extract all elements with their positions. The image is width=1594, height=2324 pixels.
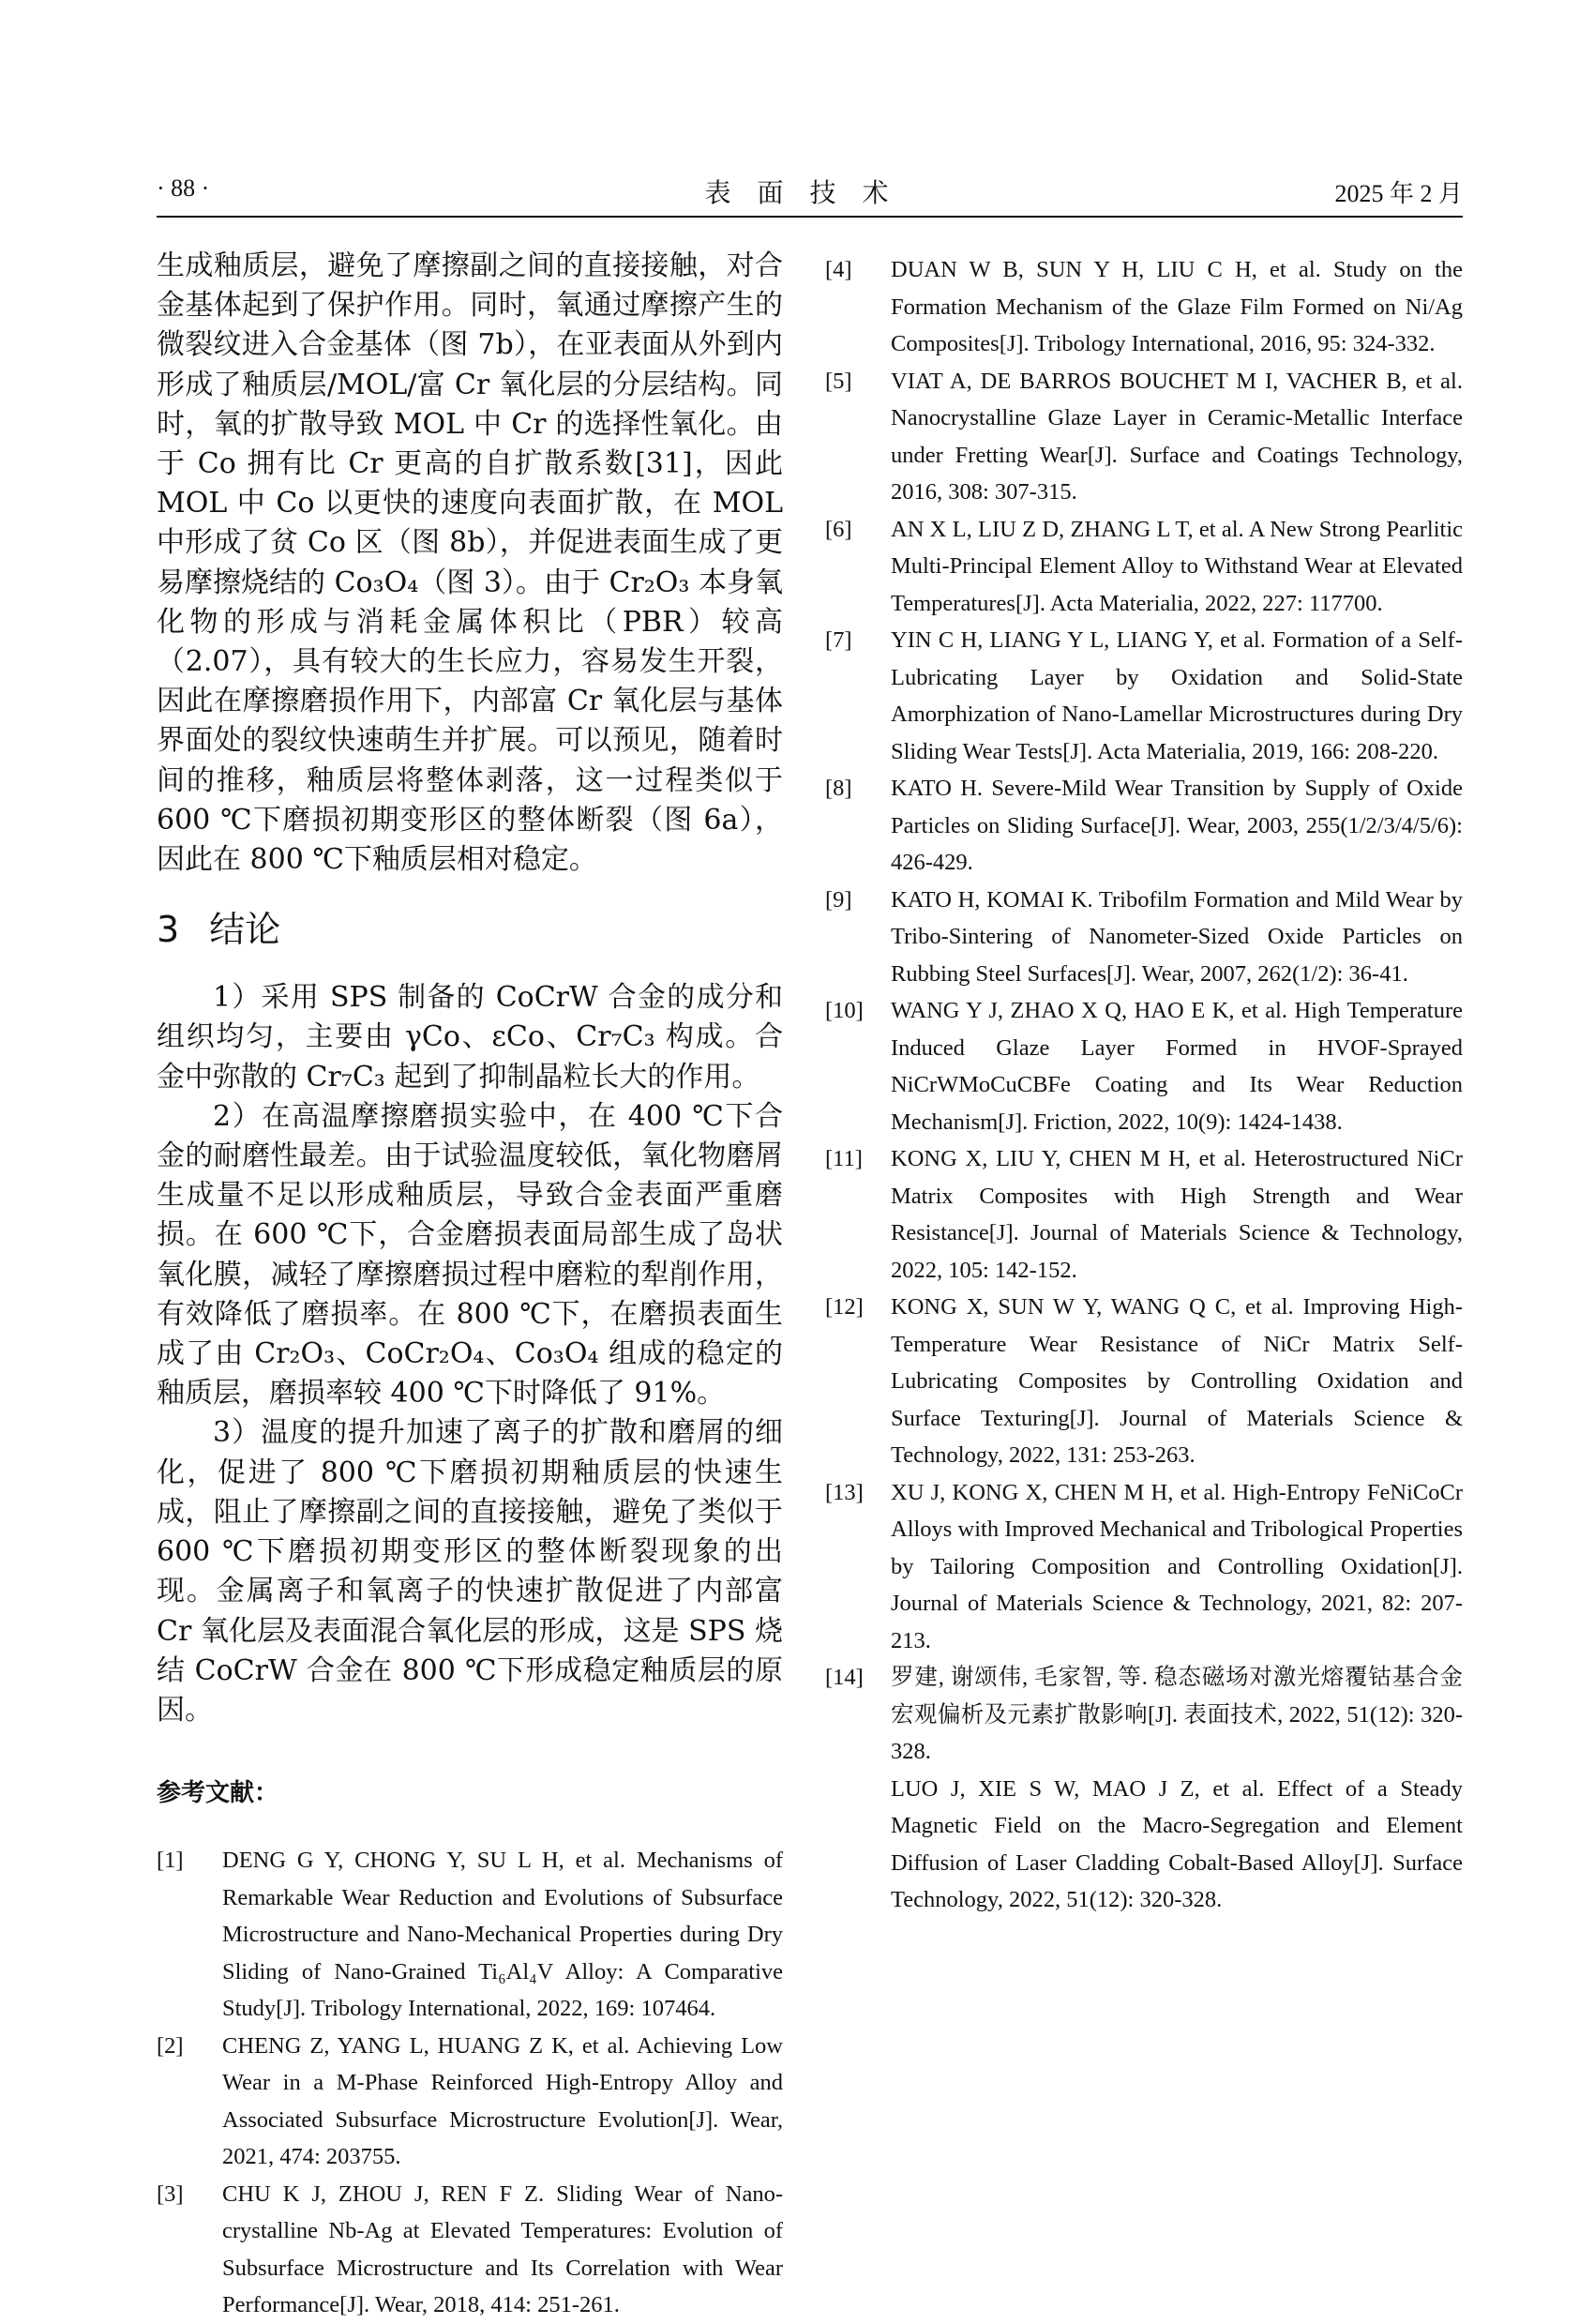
reference-item (157, 1842, 783, 2028)
reference-text (891, 511, 1463, 623)
reference-citation: AN X L, LIU Z D, ZHANG L T, et al. A New Strong Pearlitic Multi-Principal Element Alloy to Withstand Wear at Elevated Temperatures[J]. Acta Materialia, 2022, 227: 117700. (891, 516, 1463, 616)
reference-item (157, 2176, 783, 2324)
reference-text (222, 2028, 783, 2176)
reference-citation: YIN C H, LIANG Y L, LIANG Y, et al. Formation of a Self-Lubricating Layer by Oxidation and Solid-State Amorphization of Nano-Lamellar Microstructures during Dry Sliding Wear Tests[J]. Acta Materialia, 2019, 166: 208-220. (891, 627, 1463, 764)
reference-citation-english: LUO J, XIE S W, MAO J Z, et al. Effect of a Steady Magnetic Field on the Macro-Segregation and Element Diffusion of Laser Cladding Cobalt-Based Alloy[J]. Surface Technology, 2022, 51(12): 320-328. (891, 1775, 1463, 1912)
issue-date: 2025 年 2 月 (1334, 180, 1463, 207)
reference-text (891, 882, 1463, 993)
reference-item (825, 882, 1463, 993)
reference-citation: CHENG Z, YANG L, HUANG Z K, et al. Achieving Low Wear in a M-Phase Reinforced High-Entropy Alloy and Associated Subsurface Microstructure Evolution[J]. Wear, 2021, 474: 203755. (222, 2032, 783, 2170)
reference-text (891, 1474, 1463, 1660)
reference-item (825, 1659, 1463, 1919)
reference-citation: WANG Y J, ZHAO X Q, HAO E K, et al. High Temperature Induced Glaze Layer Formed in HVOF-Sprayed NiCrWMoCuCBFe Coating and Its Wear Reduction Mechanism[J]. Friction, 2022, 10(9): 1424-1438. (891, 998, 1463, 1135)
journal-title: 表面技术 (704, 179, 915, 208)
reference-text (891, 1289, 1463, 1474)
reference-text (222, 1842, 783, 2028)
reference-citation: KATO H. Severe-Mild Wear Transition by Supply of Oxide Particles on Sliding Surface[J]. Wear, 2003, 255(1/2/3/4/5/6): 426-429. (891, 776, 1463, 875)
reference-text (891, 622, 1463, 770)
reference-citation: VIAT A, DE BARROS BOUCHET M I, VACHER B, et al. Nanocrystalline Glaze Layer in Ceramic-Metallic Interface under Fretting Wear[J]. Surface and Coatings Technology, 2016, 308: 307-315. (891, 368, 1463, 505)
reference-citation: 罗建, 谢颂伟, 毛家智, 等. 稳态磁场对激光熔覆钴基合金宏观偏析及元素扩散影响[J]. 表面技术, 2022, 51(12): 320-328. (891, 1665, 1463, 1764)
reference-item (825, 363, 1463, 511)
reference-number: [14] (825, 1665, 864, 1690)
reference-number: [13] (825, 1479, 864, 1505)
reference-text (891, 1659, 1463, 1919)
conclusion-3: 3）温度的提升加速了离子的扩散和磨屑的细化，促进了 800 ℃下磨损初期釉质层的快速生成，阻止了摩擦副之间的直接接触，避免了类似于 600 ℃下磨损初期变形区的整体断裂现象的出现。金属离子和氧离子的快速扩散促进了内部富 Cr 氧化层及表面混合氧化层的形成，这是 SPS 烧结 CoCrW 合金在 800 ℃下形成稳定釉质层的原因。 (157, 1416, 783, 1727)
reference-number: [3] (157, 2181, 184, 2207)
reference-list-left (157, 1842, 783, 2324)
reference-citation: XU J, KONG X, CHEN M H, et al. High-Entropy FeNiCoCr Alloys with Improved Mechanical and Tribological Properties by Tailoring Composition and Controlling Oxidation[J]. Journal of Materials Science & Technology, 2021, 82: 207-213. (891, 1479, 1463, 1653)
conclusion-1: 1）采用 SPS 制备的 CoCrW 合金的成分和组织均匀，主要由 γCo、εCo、Cr₇C₃ 构成。合金中弥散的 Cr₇C₃ 起到了抑制晶粒长大的作用。 (157, 981, 783, 1094)
reference-number: [12] (825, 1294, 864, 1320)
reference-text (891, 770, 1463, 882)
reference-citation: DUAN W B, SUN Y H, LIU C H, et al. Study on the Formation Mechanism of the Glaze Film Formed on Ni/Ag Composites[J]. Tribology International, 2016, 95: 324-332. (891, 257, 1463, 356)
reference-item (825, 770, 1463, 882)
body-paragraph: 生成釉质层，避免了摩擦副之间的直接接触，对合金基体起到了保护作用。同时，氧通过摩擦产生的微裂纹进入合金基体（图 7b），在亚表面从外到内形成了釉质层/MOL/富 Cr 氧化层的分层结构。同时，氧的扩散导致 MOL 中 Cr 的选择性氧化。由于 Co 拥有比 Cr 更高的自扩散系数[31]，因此 MOL 中 Co 以更快的速度向表面扩散，在 MOL 中形成了贫 Co 区（图 8b），并促进表面生成了更易摩擦烧结的 Co₃O₄（图 3）。由于 Cr₂O₃ 本身氧化物的形成与消耗金属体积比（PBR）较高（2.07），具有较大的生长应力，容易发生开裂，因此在摩擦磨损作用下，内部富 Cr 氧化层与基体界面处的裂纹快速萌生并扩展。可以预见，随着时间的推移，釉质层将整体剥落，这一过程类似于 600 ℃下磨损初期变形区的整体断裂（图 6a），因此在 800 ℃下釉质层相对稳定。 (157, 249, 783, 877)
reference-number: [2] (157, 2032, 184, 2059)
section-number: 3 (157, 909, 180, 951)
reference-item (825, 511, 1463, 623)
page-number: · 88 · (157, 174, 210, 202)
page-header (157, 171, 1463, 218)
reference-item (825, 1474, 1463, 1660)
reference-citation: CHU K J, ZHOU J, REN F Z. Sliding Wear of Nano-crystalline Nb-Ag at Elevated Temperatures: Evolution of Subsurface Microstructure and Its Correlation with Wear Performance[J]. Wear, 2018, 414: 251-261. (222, 2181, 783, 2318)
conclusion-2: 2）在高温摩擦磨损实验中，在 400 ℃下合金的耐磨性最差。由于试验温度较低，氧化物磨屑生成量不足以形成釉质层，导致合金表面严重磨损。在 600 ℃下，合金磨损表面局部生成了岛状氧化膜，减轻了摩擦磨损过程中磨粒的犁削作用，有效降低了磨损率。在 800 ℃下，在磨损表面生成了由 Cr₂O₃、CoCr₂O₄、Co₃O₄ 组成的稳定的釉质层，磨损率较 400 ℃下时降低了 91%。 (157, 1099, 783, 1411)
reference-item (825, 251, 1463, 363)
reference-number: [4] (825, 257, 852, 282)
reference-citation: KONG X, SUN W Y, WANG Q C, et al. Improving High-Temperature Wear Resistance of NiCr Matrix Self-Lubricating Composites by Controlling Oxidation and Surface Texturing[J]. Journal of Materials Science & Technology, 2022, 131: 253-263. (891, 1294, 1463, 1468)
section-title: 结论 (209, 909, 281, 951)
reference-item (157, 2028, 783, 2176)
reference-citation: KATO H, KOMAI K. Tribofilm Formation and Mild Wear by Tribo-Sintering of Nanometer-Sized Oxide Particles on Rubbing Steel Surfaces[J]. Wear, 2007, 262(1/2): 36-41. (891, 886, 1463, 987)
reference-item (825, 992, 1463, 1140)
reference-number: [7] (825, 627, 852, 653)
reference-text (891, 1140, 1463, 1289)
reference-number: [9] (825, 886, 852, 913)
reference-number: [10] (825, 998, 864, 1023)
reference-number: [8] (825, 776, 852, 801)
references-heading: 参考文献： (157, 1779, 279, 1808)
reference-text (891, 251, 1463, 363)
reference-number: [6] (825, 516, 852, 542)
reference-citation: KONG X, LIU Y, CHEN M H, et al. Heterostructured NiCr Matrix Composites with High Strength and Wear Resistance[J]. Journal of Materials Science & Technology, 2022, 105: 142-152. (891, 1146, 1463, 1283)
left-column (157, 247, 783, 2324)
reference-text (891, 363, 1463, 511)
reference-number: [11] (825, 1146, 863, 1171)
reference-citation: DENG G Y, CHONG Y, SU L H, et al. Mechanisms of Remarkable Wear Reduction and Evolutions of Subsurface Microstructure and Nano-Mechanical Properties during Dry Sliding of Nano-Grained Ti₆Al₄V Alloy: A Comparative Study[J]. Tribology International, 2022, 169: 107464. (222, 1848, 783, 2022)
reference-item (825, 622, 1463, 770)
reference-item (825, 1289, 1463, 1474)
reference-text (222, 2176, 783, 2324)
section-heading (157, 900, 783, 952)
reference-number: [5] (825, 368, 852, 394)
reference-item (825, 1140, 1463, 1289)
reference-list-right (825, 251, 1463, 1919)
reference-number: [1] (157, 1848, 184, 1874)
reference-text (891, 992, 1463, 1140)
right-column (825, 251, 1463, 1919)
